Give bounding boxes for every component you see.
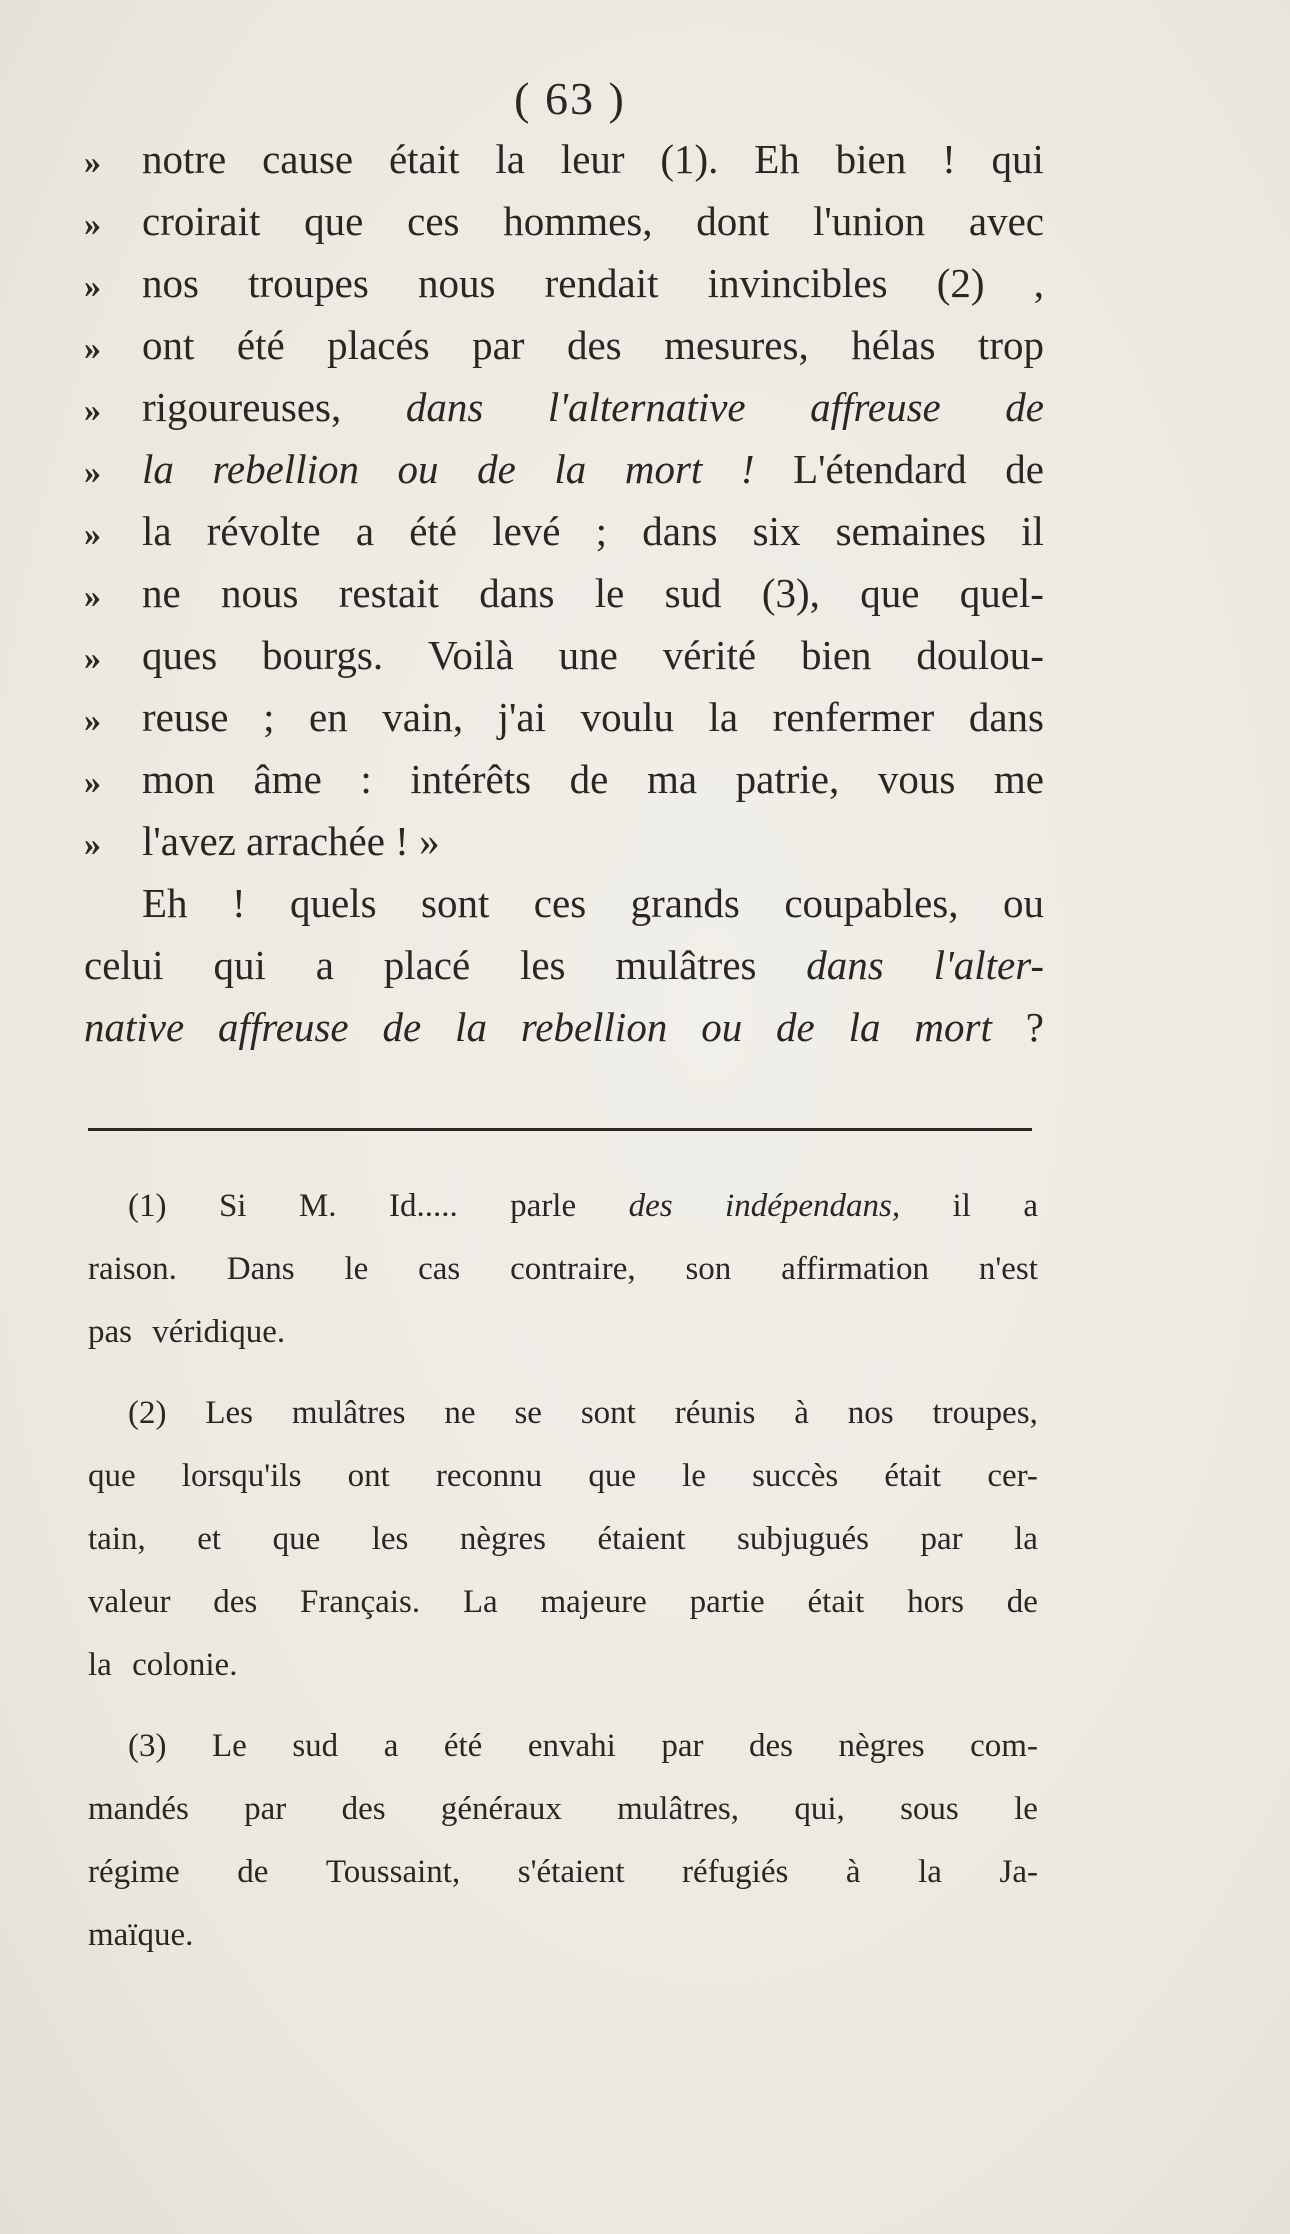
word: véridique. bbox=[152, 1314, 286, 1350]
word: révolte bbox=[206, 508, 321, 554]
word: quel- bbox=[959, 570, 1044, 616]
word: rebellion bbox=[212, 446, 359, 492]
word: vous bbox=[877, 756, 956, 802]
word: a bbox=[355, 508, 375, 554]
word: cause bbox=[262, 136, 354, 182]
word: (1) bbox=[128, 1188, 167, 1224]
word: était bbox=[807, 1584, 865, 1620]
word: leur bbox=[560, 136, 625, 182]
footnotes bbox=[88, 1175, 1038, 1985]
line-text bbox=[84, 996, 1044, 1058]
word: des bbox=[748, 1728, 793, 1764]
word: ne bbox=[444, 1395, 476, 1431]
word: en bbox=[309, 694, 348, 740]
word: dont bbox=[696, 198, 770, 244]
word: se bbox=[514, 1395, 542, 1431]
guillemet-mark: » bbox=[84, 206, 101, 243]
word: » bbox=[419, 818, 440, 864]
line-text bbox=[142, 810, 1044, 872]
word: reconnu bbox=[435, 1458, 543, 1494]
word: nègres bbox=[459, 1521, 547, 1557]
word: que bbox=[860, 570, 920, 616]
text-line bbox=[84, 376, 1044, 438]
word: ou bbox=[701, 1004, 743, 1050]
line-text bbox=[142, 128, 1044, 190]
word: ou bbox=[397, 446, 439, 492]
word: reuse bbox=[142, 694, 229, 740]
word: trop bbox=[977, 322, 1044, 368]
guillemet-mark: » bbox=[84, 144, 101, 181]
word: sous bbox=[900, 1791, 959, 1827]
line-text bbox=[142, 438, 1044, 500]
word: été bbox=[443, 1728, 483, 1764]
footnote-divider bbox=[88, 1128, 1032, 1131]
word: patrie, bbox=[735, 756, 840, 802]
word: était bbox=[884, 1458, 942, 1494]
word: parle bbox=[510, 1188, 577, 1224]
word: a bbox=[383, 1728, 399, 1764]
word: par bbox=[244, 1791, 287, 1827]
word: indépendans, bbox=[725, 1188, 901, 1224]
guillemet-mark: » bbox=[84, 640, 101, 677]
word: ! bbox=[740, 446, 755, 492]
word: qui, bbox=[794, 1791, 845, 1827]
text-line bbox=[84, 128, 1044, 190]
word: et bbox=[197, 1521, 222, 1557]
word: j'ai bbox=[497, 694, 547, 740]
word: mulâtres bbox=[615, 942, 757, 988]
word: de bbox=[1006, 1584, 1038, 1620]
word: notre bbox=[142, 136, 227, 182]
word: Dans bbox=[226, 1251, 295, 1287]
word: sud bbox=[292, 1728, 339, 1764]
word: nous bbox=[221, 570, 299, 616]
word: hélas bbox=[851, 322, 936, 368]
word: mesures, bbox=[664, 322, 809, 368]
word: Voilà bbox=[428, 632, 514, 678]
footnote-2 bbox=[88, 1382, 1038, 1697]
word: Le bbox=[212, 1728, 247, 1764]
word: colonie. bbox=[132, 1647, 238, 1683]
word: de bbox=[1005, 384, 1044, 430]
word: ou bbox=[1002, 880, 1044, 926]
guillemet-mark: » bbox=[84, 516, 101, 553]
word: placés bbox=[327, 322, 430, 368]
word: été bbox=[409, 508, 457, 554]
word: le bbox=[594, 570, 625, 616]
word: de bbox=[1005, 446, 1044, 492]
word: valeur bbox=[88, 1584, 171, 1620]
line-text bbox=[84, 934, 1044, 996]
word: ; bbox=[595, 508, 608, 554]
word: mandés bbox=[88, 1791, 189, 1827]
word: mulâtres, bbox=[617, 1791, 740, 1827]
word: que bbox=[304, 198, 364, 244]
footnote-line bbox=[88, 1508, 1038, 1571]
word: contraire, bbox=[510, 1251, 636, 1287]
word: Ja- bbox=[999, 1854, 1038, 1890]
text-line bbox=[84, 748, 1044, 810]
word: intérêts bbox=[410, 756, 532, 802]
word: dans bbox=[968, 694, 1044, 740]
word: affirmation bbox=[781, 1251, 929, 1287]
word: subjugués bbox=[736, 1521, 869, 1557]
word: dans bbox=[405, 384, 484, 430]
word: succès bbox=[752, 1458, 839, 1494]
word: rendait bbox=[544, 260, 659, 306]
word: rebellion bbox=[520, 1004, 668, 1050]
footnote-3 bbox=[88, 1715, 1038, 1967]
word: n'est bbox=[978, 1251, 1038, 1287]
guillemet-mark: » bbox=[84, 454, 101, 491]
line-text bbox=[142, 500, 1044, 562]
word: dans bbox=[479, 570, 555, 616]
word: la bbox=[1014, 1521, 1038, 1557]
word: (3) bbox=[128, 1728, 167, 1764]
word: le bbox=[1014, 1791, 1038, 1827]
line-text bbox=[142, 376, 1044, 438]
word: mort bbox=[624, 446, 703, 492]
word: doulou- bbox=[916, 632, 1044, 678]
word: , bbox=[1033, 260, 1044, 306]
word: Les bbox=[205, 1395, 254, 1431]
word: M. bbox=[298, 1188, 337, 1224]
word: ; bbox=[263, 694, 275, 740]
word: le bbox=[682, 1458, 706, 1494]
footnote-line bbox=[88, 1715, 1038, 1778]
word: réunis bbox=[674, 1395, 756, 1431]
word: des bbox=[341, 1791, 386, 1827]
word: cas bbox=[418, 1251, 461, 1287]
word: nègres bbox=[838, 1728, 925, 1764]
word: dans bbox=[642, 508, 718, 554]
word: régime bbox=[88, 1854, 180, 1890]
word: semaines bbox=[835, 508, 986, 554]
word: bien bbox=[800, 632, 872, 678]
word: renfermer bbox=[772, 694, 935, 740]
word: ont bbox=[347, 1458, 390, 1494]
word: l'alternative bbox=[547, 384, 746, 430]
main-text bbox=[84, 128, 1044, 1058]
word: voulu bbox=[580, 694, 674, 740]
word: majeure bbox=[540, 1584, 647, 1620]
paragraph-line bbox=[84, 934, 1044, 996]
footnote-line bbox=[88, 1301, 1038, 1364]
word: il bbox=[952, 1188, 971, 1224]
word: que bbox=[588, 1458, 636, 1494]
word: l'union bbox=[812, 198, 926, 244]
word: qui bbox=[991, 136, 1044, 182]
word: quels bbox=[290, 880, 377, 926]
word: (1). bbox=[660, 136, 719, 182]
word: arrachée bbox=[246, 818, 396, 864]
word: Id..... bbox=[388, 1188, 458, 1224]
word: son bbox=[685, 1251, 732, 1287]
word: placé bbox=[383, 942, 471, 988]
word: par bbox=[920, 1521, 963, 1557]
text-line bbox=[84, 438, 1044, 500]
word: mort bbox=[914, 1004, 992, 1050]
word: il bbox=[1021, 508, 1044, 554]
line-text bbox=[142, 190, 1044, 252]
guillemet-mark: » bbox=[84, 702, 101, 739]
word: lorsqu'ils bbox=[181, 1458, 302, 1494]
word: affreuse bbox=[810, 384, 941, 430]
word: troupes, bbox=[932, 1395, 1038, 1431]
word: de bbox=[382, 1004, 422, 1050]
word: troupes bbox=[248, 260, 369, 306]
guillemet-mark: » bbox=[84, 392, 101, 429]
word: à bbox=[845, 1854, 861, 1890]
word: l'avez bbox=[142, 818, 247, 864]
guillemet-mark: » bbox=[84, 578, 101, 615]
footnote-line bbox=[88, 1841, 1038, 1904]
word: raison. bbox=[88, 1251, 177, 1287]
paragraph-line bbox=[84, 872, 1044, 934]
word: com- bbox=[970, 1728, 1038, 1764]
word: Eh bbox=[142, 880, 188, 926]
word: levé bbox=[492, 508, 561, 554]
word: a bbox=[1023, 1188, 1038, 1224]
footnote-line bbox=[88, 1904, 1038, 1967]
page-number: ( 63 ) bbox=[514, 73, 626, 124]
word: hommes, bbox=[503, 198, 653, 244]
word: ? bbox=[1025, 1004, 1044, 1050]
word: Toussaint, bbox=[325, 1854, 461, 1890]
word: à bbox=[794, 1395, 809, 1431]
word: la bbox=[708, 694, 739, 740]
word: (3), bbox=[761, 570, 820, 616]
word: (2) bbox=[936, 260, 985, 306]
word: ma bbox=[646, 756, 698, 802]
word: restait bbox=[338, 570, 439, 616]
line-text bbox=[142, 314, 1044, 376]
word: était bbox=[388, 136, 460, 182]
word: les bbox=[371, 1521, 409, 1557]
word: des bbox=[213, 1584, 258, 1620]
word: nous bbox=[418, 260, 496, 306]
footnote-line bbox=[88, 1778, 1038, 1841]
word: croirait bbox=[142, 198, 261, 244]
word: Eh bbox=[754, 136, 800, 182]
word: âme bbox=[253, 756, 322, 802]
word: mulâtres bbox=[291, 1395, 406, 1431]
word: (2) bbox=[128, 1395, 167, 1431]
guillemet-mark: » bbox=[84, 330, 101, 367]
word: envahi bbox=[527, 1728, 616, 1764]
line-text bbox=[142, 748, 1044, 810]
word: ces bbox=[407, 198, 460, 244]
line-text bbox=[142, 252, 1044, 314]
word: maïque. bbox=[88, 1917, 194, 1953]
text-line bbox=[84, 252, 1044, 314]
word: la bbox=[848, 1004, 881, 1050]
word: la bbox=[554, 446, 587, 492]
word: hors bbox=[907, 1584, 964, 1620]
word: été bbox=[236, 322, 285, 368]
line-text bbox=[84, 872, 1044, 934]
word: généraux bbox=[440, 1791, 562, 1827]
word: Français. bbox=[300, 1584, 421, 1620]
footnote-line bbox=[88, 1238, 1038, 1301]
word: réfugiés bbox=[682, 1854, 789, 1890]
word: des bbox=[628, 1188, 673, 1224]
word: a bbox=[315, 942, 334, 988]
word: de bbox=[776, 1004, 815, 1050]
text-line bbox=[84, 562, 1044, 624]
word: ! bbox=[231, 880, 246, 926]
word: me bbox=[993, 756, 1044, 802]
guillemet-mark: » bbox=[84, 268, 101, 305]
word: : bbox=[360, 756, 372, 802]
word: mon bbox=[142, 756, 215, 802]
line-text bbox=[142, 624, 1044, 686]
word: pas bbox=[88, 1314, 141, 1350]
footnote-line bbox=[88, 1571, 1038, 1634]
word: dans bbox=[806, 942, 884, 988]
word: la bbox=[495, 136, 525, 182]
word: par bbox=[661, 1728, 704, 1764]
guillemet-mark: » bbox=[84, 764, 101, 801]
word: bourgs. bbox=[262, 632, 384, 678]
footnote-1 bbox=[88, 1175, 1038, 1364]
text-line bbox=[84, 500, 1044, 562]
word: par bbox=[472, 322, 525, 368]
footnote-line bbox=[88, 1634, 1038, 1697]
word: ! bbox=[942, 136, 956, 182]
line-text bbox=[142, 562, 1044, 624]
text-line bbox=[84, 190, 1044, 252]
word: de bbox=[237, 1854, 269, 1890]
word: ont bbox=[142, 322, 195, 368]
word: nos bbox=[847, 1395, 894, 1431]
word: sont bbox=[421, 880, 490, 926]
word: sont bbox=[580, 1395, 636, 1431]
guillemet-mark: » bbox=[84, 826, 101, 863]
word: sud bbox=[664, 570, 722, 616]
word: ces bbox=[533, 880, 587, 926]
word: celui bbox=[84, 942, 164, 988]
footnote-line bbox=[88, 1445, 1038, 1508]
word: L'étendard bbox=[793, 446, 967, 492]
word: s'étaient bbox=[517, 1854, 625, 1890]
word: rigoureuses, bbox=[142, 384, 342, 430]
word: nos bbox=[142, 260, 199, 306]
word: bien bbox=[835, 136, 907, 182]
word: de bbox=[477, 446, 516, 492]
word: Si bbox=[218, 1188, 247, 1224]
word: affreuse bbox=[218, 1004, 349, 1050]
text-line bbox=[84, 686, 1044, 748]
word: native bbox=[84, 1004, 185, 1050]
word: avec bbox=[968, 198, 1044, 244]
text-line bbox=[84, 314, 1044, 376]
word: grands bbox=[630, 880, 740, 926]
word: une bbox=[558, 632, 618, 678]
text-line bbox=[84, 810, 1044, 872]
text-line bbox=[84, 624, 1044, 686]
word: ques bbox=[142, 632, 218, 678]
word: ne bbox=[142, 570, 181, 616]
word: la bbox=[918, 1854, 942, 1890]
word: vain, bbox=[382, 694, 464, 740]
word: de bbox=[569, 756, 609, 802]
word: la bbox=[142, 508, 172, 554]
line-text bbox=[142, 686, 1044, 748]
word: le bbox=[344, 1251, 369, 1287]
word: la bbox=[88, 1647, 121, 1683]
word: coupables, bbox=[784, 880, 959, 926]
word: invincibles bbox=[707, 260, 888, 306]
word: la bbox=[455, 1004, 487, 1050]
word: l'alter- bbox=[933, 942, 1044, 988]
word: tain, bbox=[88, 1521, 146, 1557]
footnote-line bbox=[88, 1175, 1038, 1238]
word: vérité bbox=[662, 632, 757, 678]
word: partie bbox=[689, 1584, 765, 1620]
word: six bbox=[752, 508, 801, 554]
word: les bbox=[519, 942, 566, 988]
word: étaient bbox=[597, 1521, 686, 1557]
word: que bbox=[88, 1458, 136, 1494]
word: ! bbox=[395, 818, 420, 864]
word: La bbox=[462, 1584, 498, 1620]
word: cer- bbox=[987, 1458, 1038, 1494]
word: la bbox=[142, 446, 174, 492]
word: des bbox=[566, 322, 622, 368]
footnote-line bbox=[88, 1382, 1038, 1445]
word: qui bbox=[213, 942, 266, 988]
paragraph-line bbox=[84, 996, 1044, 1058]
word: que bbox=[272, 1521, 321, 1557]
